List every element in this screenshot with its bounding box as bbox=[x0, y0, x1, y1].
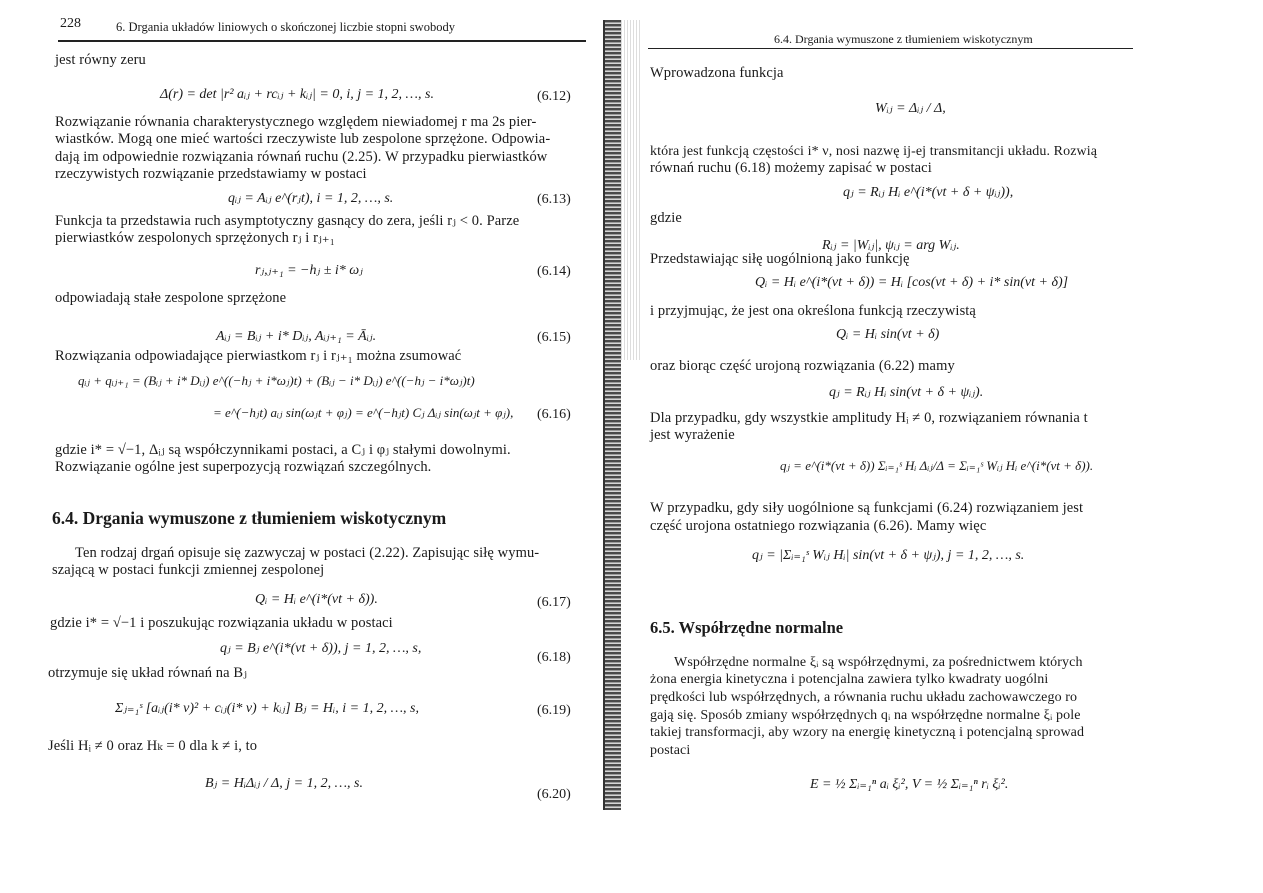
text-line: otrzymuje się układ równań na Bⱼ bbox=[48, 665, 248, 681]
text-line: Rozwiązanie ogólne jest superpozycją rozwiązań szczególnych. bbox=[55, 459, 432, 475]
running-header: 6.4. Drgania wymuszone z tłumieniem wiskotycznym bbox=[774, 32, 1033, 46]
text-line: Ten rodzaj drgań opisuje się zazwyczaj w postaci (2.22). Zapisując siłę wymu- bbox=[75, 545, 540, 561]
running-header: 6. Drgania układów liniowych o skończonej liczbie stopni swobody bbox=[116, 20, 455, 34]
header-rule bbox=[58, 40, 586, 42]
text-line: równań ruchu (6.18) możemy zapisać w postaci bbox=[650, 160, 932, 176]
equation: qⱼ = |Σᵢ₌₁ˢ Wᵢⱼ Hᵢ| sin(νt + δ + ψⱼ), j = 1, 2, …, s. bbox=[752, 548, 1025, 563]
equation: Qᵢ = Hᵢ sin(νt + δ) bbox=[836, 327, 940, 342]
left-page bbox=[0, 0, 590, 893]
equation: Qᵢ = Hᵢ e^(i*(νt + δ)) = Hᵢ [cos(νt + δ) + i* sin(νt + δ)] bbox=[755, 275, 1069, 290]
text-line: gdzie i* = √−1, Δᵢⱼ są współczynnikami postaci, a Cⱼ i φⱼ stałymi dowolnymi. bbox=[55, 442, 511, 458]
text-line: takiej transformacji, aby wzory na energię kinetyczną i potencjalną sprowad bbox=[650, 725, 1085, 740]
equation: E = ½ Σᵢ₌₁ⁿ aᵢ ξᵢ², V = ½ Σᵢ₌₁ⁿ rᵢ ξᵢ². bbox=[810, 777, 1009, 792]
equation: qⱼ = Bⱼ e^(i*(νt + δ)), j = 1, 2, …, s, bbox=[220, 641, 422, 656]
equation: Aᵢⱼ = Bᵢⱼ + i* Dᵢⱼ, Aᵢⱼ₊₁ = Āᵢⱼ. bbox=[216, 329, 377, 344]
text-line: część urojona ostatniego rozwiązania (6.26). Mamy więc bbox=[650, 518, 987, 534]
equation: = e^(−hⱼt) aᵢⱼ sin(ωⱼt + φⱼ) = e^(−hⱼt) Cⱼ Δᵢⱼ sin(ωⱼt + φⱼ), bbox=[213, 405, 514, 420]
text-line: Jeśli Hᵢ ≠ 0 oraz Hₖ = 0 dla k ≠ i, to bbox=[48, 738, 258, 754]
text-line: prędkości lub współrzędnych, a równania ruchu układu zachowawczego ro bbox=[650, 690, 1078, 705]
text-line: gdzie i* = √−1 i poszukując rozwiązania układu w postaci bbox=[50, 615, 393, 631]
text-line: wiastków. Mogą one mieć wartości rzeczywiste lub zespolone sprzężone. Odpowia- bbox=[55, 131, 551, 147]
header-rule bbox=[648, 48, 1133, 49]
text-line: Dla przypadku, gdy wszystkie amplitudy Hᵢ ≠ 0, rozwiązaniem równania t bbox=[650, 410, 1088, 426]
text-line: odpowiadają stałe zespolone sprzężone bbox=[55, 290, 287, 306]
equation: Qᵢ = Hᵢ e^(i*(νt + δ)). bbox=[255, 592, 378, 607]
text-line: Współrzędne normalne ξᵢ są współrzędnymi, za pośrednictwem których bbox=[674, 655, 1083, 670]
text-line: dają im odpowiednie rozwiązania równań ruchu (2.25). W przypadku pierwiastków bbox=[55, 149, 548, 165]
section-title: 6.4. Drgania wymuszone z tłumieniem wiskotycznym bbox=[52, 508, 447, 528]
equation: qⱼ = Rᵢⱼ Hᵢ e^(i*(νt + δ + ψᵢⱼ)), bbox=[843, 185, 1014, 200]
text-line: oraz biorąc część urojoną rozwiązania (6.22) mamy bbox=[650, 358, 955, 374]
section-title: 6.5. Współrzędne normalne bbox=[650, 618, 844, 637]
page-number: 228 bbox=[60, 16, 81, 31]
equation: qᵢⱼ + qᵢⱼ₊₁ = (Bᵢⱼ + i* Dᵢⱼ) e^((−hⱼ + i*ωⱼ)t) + (Bᵢⱼ − i* Dᵢⱼ) e^((−hⱼ − i*ωⱼ)t) bbox=[78, 373, 475, 388]
text-line: rzeczywistych rozwiązanie przedstawiamy w postaci bbox=[55, 166, 367, 182]
text-line: pierwiastków zespolonych sprzężonych rⱼ i rⱼ₊₁ bbox=[55, 230, 335, 246]
text-line: postaci bbox=[650, 743, 691, 758]
equation: rⱼ,ⱼ₊₁ = −hⱼ ± i* ωⱼ bbox=[255, 263, 363, 278]
text-line: Rozwiązania odpowiadające pierwiastkom rⱼ i rⱼ₊₁ można zsumować bbox=[55, 348, 462, 364]
equation: qⱼ = Rᵢⱼ Hᵢ sin(νt + δ + ψᵢⱼ). bbox=[829, 385, 984, 400]
right-page bbox=[600, 0, 1263, 893]
text-line: Przedstawiając siłę uogólnioną jako funkcję bbox=[650, 251, 910, 267]
equation: qᵢⱼ = Aᵢⱼ e^(rⱼt), i = 1, 2, …, s. bbox=[228, 191, 394, 206]
text-line: jest wyrażenie bbox=[650, 427, 735, 443]
equation-number: (6.15) bbox=[537, 330, 571, 345]
equation-number: (6.12) bbox=[537, 89, 571, 104]
equation: qⱼ = e^(i*(νt + δ)) Σᵢ₌₁ˢ Hᵢ Δᵢⱼ/Δ = Σᵢ₌₁ˢ Wᵢⱼ Hᵢ e^(i*(νt + δ)). bbox=[780, 458, 1094, 473]
text-line: która jest funkcją częstości i* ν, nosi nazwę ij-ej transmitancji układu. Rozwią bbox=[650, 144, 1098, 159]
equation-number: (6.14) bbox=[537, 264, 571, 279]
equation: Σⱼ₌₁ˢ [aᵢⱼ(i* ν)² + cᵢⱼ(i* ν) + kᵢⱼ] Bⱼ = Hᵢ, i = 1, 2, …, s, bbox=[115, 701, 419, 716]
equation-number: (6.20) bbox=[537, 787, 571, 802]
text-line: i przyjmując, że jest ona określona funkcją rzeczywistą bbox=[650, 303, 976, 319]
text-line: gdzie bbox=[650, 210, 682, 226]
text-line: żona energia kinetyczna i potencjalna zawiera tylko kwadraty uogólni bbox=[650, 672, 1049, 687]
equation: Rᵢⱼ = |Wᵢⱼ|, ψᵢⱼ = arg Wᵢⱼ. bbox=[822, 238, 960, 253]
text-line: W przypadku, gdy siły uogólnione są funkcjami (6.24) rozwiązaniem jest bbox=[650, 500, 1084, 516]
equation: Wᵢⱼ = Δᵢⱼ / Δ, bbox=[875, 101, 946, 116]
text-line: szającą w postaci funkcji zmiennej zespolonej bbox=[52, 562, 325, 578]
equation-number: (6.19) bbox=[537, 703, 571, 718]
equation: Bⱼ = HᵢΔᵢⱼ / Δ, j = 1, 2, …, s. bbox=[205, 776, 363, 791]
equation: Δ(r) = det |r² aᵢⱼ + rcᵢⱼ + kᵢⱼ| = 0, i, j = 1, 2, …, s. bbox=[160, 87, 434, 102]
equation-number: (6.16) bbox=[537, 407, 571, 422]
text-line: gają się. Sposób zmiany współrzędnych qᵢ na współrzędne normalne ξᵢ pole bbox=[650, 708, 1081, 723]
equation-number: (6.18) bbox=[537, 650, 571, 665]
text-line: Rozwiązanie równania charakterystycznego względem niewiadomej r ma 2s pier- bbox=[55, 114, 537, 130]
equation-number: (6.13) bbox=[537, 192, 571, 207]
equation-number: (6.17) bbox=[537, 595, 571, 610]
text-line: jest równy zeru bbox=[55, 52, 146, 68]
text-line: Funkcja ta przedstawia ruch asymptotyczny gasnący do zera, jeśli rⱼ < 0. Parze bbox=[55, 213, 520, 229]
text-line: Wprowadzona funkcja bbox=[650, 65, 784, 81]
